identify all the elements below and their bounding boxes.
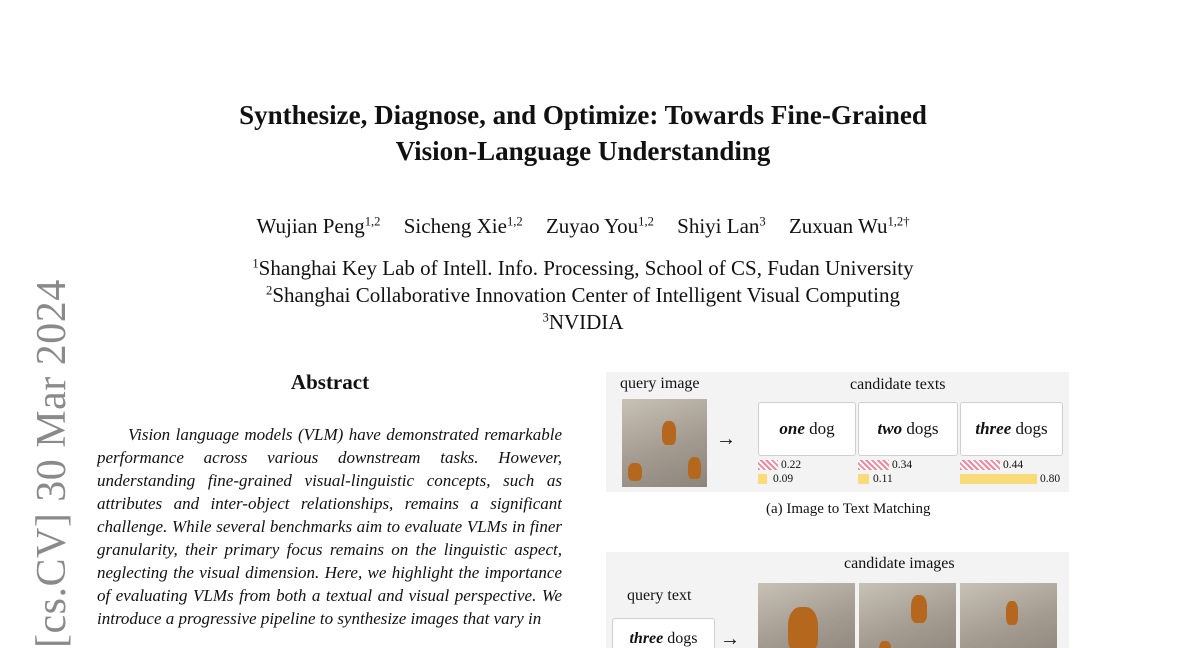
query-image-label: query image — [620, 375, 700, 392]
query-text-card — [612, 618, 715, 648]
candidate-image — [758, 583, 855, 648]
similarity-bar-filled — [960, 474, 1037, 484]
affiliation — [0, 282, 1166, 309]
similarity-bar-filled — [858, 474, 869, 484]
similarity-bar-hatched — [960, 460, 1000, 470]
author-name: Wujian Peng — [256, 214, 365, 238]
query-image — [622, 399, 707, 487]
candidate-rest: dogs — [1011, 419, 1048, 438]
paper-title — [0, 97, 1166, 169]
title-line-1: Synthesize, Diagnose, and Optimize: Towards Fine-Grained — [239, 100, 927, 130]
figure-panel-a — [606, 372, 1069, 492]
dog-figure — [662, 421, 676, 445]
similarity-bar-hatched — [858, 460, 889, 470]
affiliation-mark: 3 — [542, 310, 549, 325]
author-affil-mark: 1,2† — [887, 214, 910, 229]
candidate-rest: dogs — [902, 419, 939, 438]
affiliation-list — [0, 255, 1166, 336]
abstract-body: Vision language models (VLM) have demonstrated remarkable performance across various downstream tasks. However, understanding fine-grained visual-linguistic concepts, such as attributes and inter-object relationships, remains a significant challenge. While several benchmarks aim to evaluate VLMs in finer granularity, their primary focus remains on the linguistic aspect, neglecting the visual dimension. Here, we highlight the importance of evaluating VLMs from both a textual and visual perspective. We introduce a progressive pipeline to synthesize images that vary in — [97, 425, 562, 628]
affiliation-mark: 1 — [252, 256, 259, 271]
author-affil-mark: 1,2 — [364, 214, 381, 229]
author-name: Sicheng Xie — [403, 214, 507, 238]
author-list — [0, 211, 1166, 241]
abstract-heading: Abstract — [290, 370, 370, 394]
dog-figure — [911, 595, 927, 623]
author-name: Zuxuan Wu — [788, 214, 888, 238]
dog-figure — [1006, 601, 1018, 625]
author — [677, 214, 766, 238]
arrow-icon: → — [720, 628, 740, 648]
figure-caption-a: (a) Image to Text Matching — [766, 501, 931, 517]
candidate-rest: dog — [804, 419, 835, 438]
affiliation-mark: 2 — [266, 283, 273, 298]
dog-figure — [788, 607, 818, 648]
affiliation-text: Shanghai Collaborative Innovation Center of Intelligent Visual Computing — [272, 283, 900, 307]
candidate-text-card — [758, 402, 856, 456]
author-name: Shiyi Lan — [677, 214, 760, 238]
author-affil-mark: 1,2 — [506, 214, 523, 229]
candidate-text-card — [960, 402, 1063, 456]
affiliation-text: NVIDIA — [548, 310, 624, 334]
affiliation — [0, 309, 1166, 336]
score-filled: 0.11 — [873, 473, 893, 485]
score-hatched: 0.44 — [1003, 459, 1024, 471]
dog-figure — [688, 457, 701, 479]
author-name: Zuyao You — [545, 214, 639, 238]
candidate-texts-label: candidate texts — [850, 376, 946, 393]
arxiv-stamp: [cs.CV] 30 Mar 2024 — [29, 279, 75, 648]
author — [257, 214, 381, 238]
author — [789, 214, 910, 238]
query-emph: three — [629, 630, 664, 647]
affiliation — [0, 255, 1166, 282]
candidate-image — [859, 583, 956, 648]
affiliation-text: Shanghai Key Lab of Intell. Info. Processing, School of CS, Fudan University — [258, 256, 914, 280]
figure-panel-b — [606, 552, 1069, 648]
score-filled: 0.80 — [1040, 473, 1061, 485]
author-affil-mark: 1,2 — [638, 214, 654, 229]
author-affil-mark: 3 — [759, 214, 766, 229]
similarity-bar-hatched — [758, 460, 778, 470]
score-hatched: 0.34 — [892, 459, 913, 471]
title-line-2: Vision-Language Understanding — [395, 136, 771, 166]
score-hatched: 0.22 — [781, 459, 802, 471]
candidate-images-label: candidate images — [844, 555, 955, 572]
candidate-emph: two — [877, 419, 903, 438]
candidate-image — [960, 583, 1057, 648]
author — [404, 214, 523, 238]
author — [546, 214, 654, 238]
dog-figure — [879, 641, 891, 648]
similarity-bar-filled — [758, 474, 767, 484]
candidate-text-card — [858, 402, 958, 456]
query-rest: dogs — [663, 630, 698, 647]
score-filled: 0.09 — [773, 473, 794, 485]
candidate-emph: one — [779, 419, 805, 438]
arrow-icon: → — [716, 428, 736, 450]
query-text-label: query text — [627, 587, 692, 604]
candidate-emph: three — [975, 419, 1012, 438]
dog-figure — [628, 463, 642, 481]
